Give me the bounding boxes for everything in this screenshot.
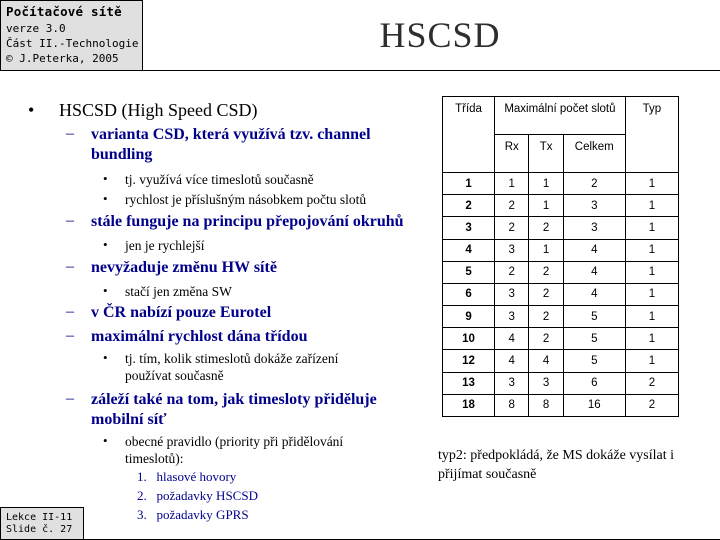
- point-eurotel: v ČR nabízí pouze Eurotel: [91, 304, 272, 321]
- table-cell: 1: [625, 306, 678, 328]
- table-cell: 1: [529, 195, 563, 217]
- table-cell: 1: [625, 173, 678, 195]
- table-cell: 16: [563, 394, 625, 416]
- table-cell: 2: [563, 173, 625, 195]
- header-type: Typ: [625, 97, 678, 173]
- priority-item: 2. požadavky HSCSD: [137, 488, 258, 503]
- table-cell: 3: [495, 239, 529, 261]
- table-cell: 8: [529, 394, 563, 416]
- sub-bullet-4: •: [103, 283, 108, 298]
- table-cell: 8: [495, 394, 529, 416]
- table-cell: 3: [563, 195, 625, 217]
- dash-3: –: [66, 258, 74, 275]
- point-channel-bundling: varianta CSD, která využívá tzv. channel bundling: [91, 126, 371, 163]
- point-max-speed: maximální rychlost dána třídou: [91, 328, 308, 345]
- bullet-l1: •: [28, 100, 35, 120]
- hscsd-class-table: [442, 96, 679, 417]
- table-row: [443, 394, 679, 416]
- course-author: © J.Peterka, 2005: [6, 52, 119, 65]
- table-row: [443, 350, 679, 372]
- table-cell: 18: [443, 394, 495, 416]
- header-total: Celkem: [563, 135, 625, 173]
- sub-bullet-2: •: [103, 191, 108, 206]
- table-cell: 2: [495, 217, 529, 239]
- point-network-allocation: záleží také na tom, jak timesloty přiděluje mobilní síť: [91, 391, 377, 428]
- slide-title: HSCSD: [379, 15, 501, 55]
- table-cell: 1: [625, 217, 678, 239]
- table-cell: 4: [529, 350, 563, 372]
- table-cell: 9: [443, 306, 495, 328]
- table-cell: 2: [529, 283, 563, 305]
- table-cell: 2: [495, 261, 529, 283]
- table-cell: 4: [563, 261, 625, 283]
- table-cell: 2: [529, 261, 563, 283]
- table-cell: 13: [443, 372, 495, 394]
- course-part: Část II.-Technologie: [6, 37, 139, 50]
- table-row: [443, 239, 679, 261]
- point-no-hw-change: nevyžaduje změnu HW sítě: [91, 259, 277, 276]
- table-cell: 3: [443, 217, 495, 239]
- table-row: [443, 195, 679, 217]
- table-cell: 12: [443, 350, 495, 372]
- dash-4: –: [66, 303, 74, 320]
- table-cell: 4: [443, 239, 495, 261]
- sub-bullet-1: •: [103, 171, 108, 186]
- slide-info-box: [0, 507, 84, 540]
- table-cell: 6: [563, 372, 625, 394]
- dash-6: –: [66, 390, 74, 407]
- table-cell: 2: [443, 195, 495, 217]
- table-cell: 2: [625, 394, 678, 416]
- table-cell: 1: [529, 173, 563, 195]
- table-cell: 4: [495, 328, 529, 350]
- main-heading: HSCSD (High Speed CSD): [59, 100, 258, 120]
- table-row: [443, 261, 679, 283]
- sub-bullet-3: •: [103, 237, 108, 252]
- table-cell: 3: [495, 372, 529, 394]
- table-cell: 1: [625, 350, 678, 372]
- table-cell: 3: [495, 283, 529, 305]
- lecture-number: Lekce II-11: [6, 512, 73, 523]
- course-name: Počítačové sítě: [6, 4, 122, 19]
- table-cell: 5: [563, 350, 625, 372]
- sub-device-timeslots: tj. tím, kolik stimeslotů dokáže zařízení používat současně: [125, 351, 339, 383]
- table-cell: 2: [529, 328, 563, 350]
- table-cell: 2: [529, 217, 563, 239]
- table-cell: 1: [625, 283, 678, 305]
- header-rx: Rx: [495, 135, 529, 173]
- table-cell: 1: [443, 173, 495, 195]
- sub-faster: jen je rychlejší: [125, 238, 205, 253]
- header-tx: Tx: [529, 135, 563, 173]
- table-cell: 1: [529, 239, 563, 261]
- slide-number: Slide č. 27: [6, 524, 73, 535]
- table-cell: 5: [563, 306, 625, 328]
- table-cell: 4: [563, 239, 625, 261]
- table-cell: 5: [443, 261, 495, 283]
- point-circuit-switching: stále funguje na principu přepojování okruhů: [91, 213, 404, 230]
- table-cell: 3: [495, 306, 529, 328]
- priority-list: [137, 467, 258, 524]
- priority-item: 3. požadavky GPRS: [137, 507, 249, 522]
- sub-bullet-6: •: [103, 433, 108, 448]
- dash-2: –: [66, 212, 74, 229]
- table-row: [443, 306, 679, 328]
- table-cell: 2: [625, 372, 678, 394]
- dash-1: –: [66, 125, 74, 142]
- table-cell: 4: [495, 350, 529, 372]
- table-cell: 1: [625, 239, 678, 261]
- table-cell: 3: [529, 372, 563, 394]
- sub-timeslots: tj. využívá více timeslotů současně: [125, 172, 314, 187]
- sub-sw-change: stačí jen změna SW: [125, 284, 232, 299]
- sub-priority-rule: obecné pravidlo (priority při přidělování timeslotů):: [125, 434, 344, 466]
- course-version: verze 3.0: [6, 22, 66, 35]
- table-row: [443, 217, 679, 239]
- sub-rate-multiple: rychlost je příslušným násobkem počtu slotů: [125, 192, 367, 207]
- table-cell: 2: [495, 195, 529, 217]
- dash-5: –: [66, 327, 74, 344]
- table-cell: 6: [443, 283, 495, 305]
- type2-note: typ2: předpokládá, že MS dokáže vysílat i přijímat současně: [438, 448, 674, 482]
- table-cell: 1: [625, 328, 678, 350]
- table-cell: 3: [563, 217, 625, 239]
- table-cell: 5: [563, 328, 625, 350]
- table-cell: 10: [443, 328, 495, 350]
- table-row: [443, 173, 679, 195]
- priority-item: 1. hlasové hovory: [137, 469, 237, 484]
- table-cell: 1: [625, 261, 678, 283]
- table-row: [443, 328, 679, 350]
- header-max-slots: Maximální počet slotů: [495, 97, 626, 135]
- table-cell: 2: [529, 306, 563, 328]
- sub-bullet-5: •: [103, 350, 108, 365]
- table-cell: 4: [563, 283, 625, 305]
- header-class: Třída: [443, 97, 495, 173]
- table-row: [443, 372, 679, 394]
- table-cell: 1: [495, 173, 529, 195]
- table-row: [443, 283, 679, 305]
- table-cell: 1: [625, 195, 678, 217]
